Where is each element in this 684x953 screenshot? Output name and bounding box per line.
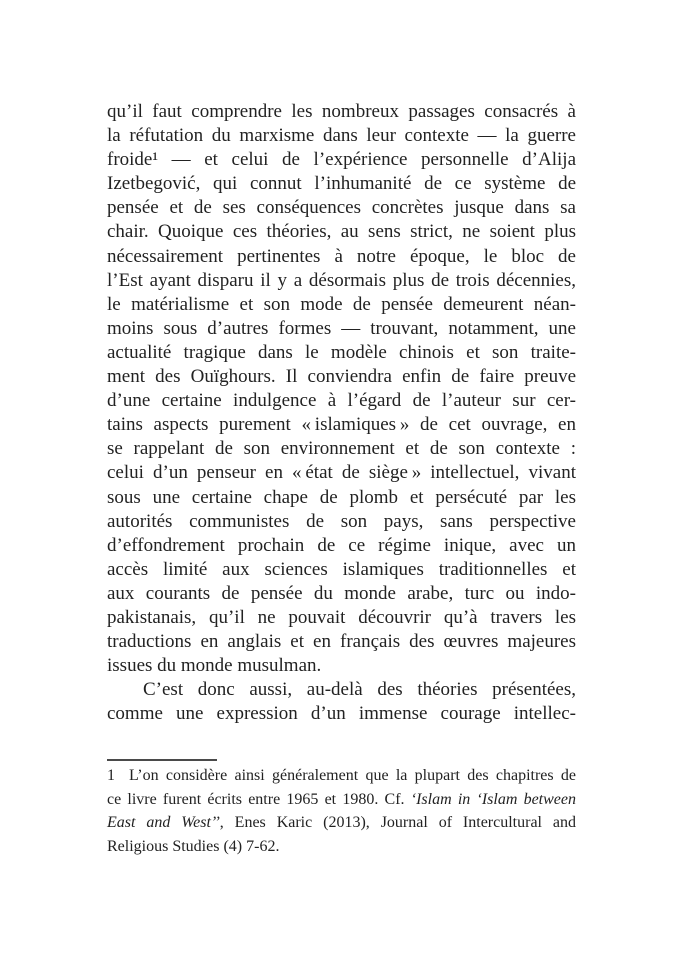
text-line: issues du monde musulman. (107, 655, 322, 677)
footnote-text-italic: ‘Islam in ‘Islam between (410, 790, 576, 808)
text-line: le matérialisme et son mode de pensée demeurent néan- (107, 293, 576, 315)
paragraph-2 (107, 678, 576, 726)
footnote-line (107, 811, 576, 834)
text-line: nécessairement pertinentes à notre époque, le bloc de (107, 245, 576, 267)
footnote-marker: 1 (107, 767, 115, 785)
text-line: accès limité aux sciences islamiques traditionnelles et (107, 558, 576, 580)
text-line: l’Est ayant disparu il y a désormais plus de trois décennies, (107, 269, 576, 291)
text-line: comme une expression d’un immense courage intellec- (107, 703, 576, 725)
text-line: tains aspects purement « islamiques » de cet ouvrage, en (107, 414, 576, 436)
text-line: la réfutation du marxisme dans leur contexte — la guerre (107, 125, 576, 147)
text-line: sous une certaine chape de plomb et persécuté par les (107, 486, 576, 508)
footnote (107, 764, 576, 858)
text-line: froide¹ — et celui de l’expérience personnelle d’Alija (107, 149, 576, 171)
text-line: se rappelant de son environnement et de son contexte : (107, 438, 576, 460)
footnote-text: , Enes Karic (2013), Journal of Intercultural and (219, 814, 577, 832)
text-line: chair. Quoique ces théories, au sens strict, ne soient plus (107, 221, 576, 243)
text-line: actualité tragique dans le modèle chinois et son traite- (107, 341, 576, 363)
text-line: pakistanais, qu’il ne pouvait découvrir qu’à travers les (107, 606, 576, 628)
main-text-block (107, 100, 576, 858)
text-line: pensée et de ses conséquences concrètes jusque dans sa (107, 197, 576, 219)
text-line: autorités communistes de son pays, sans perspective (107, 510, 576, 532)
footnote-line: Religious Studies (4) 7-62. (107, 837, 280, 855)
text-line: d’effondrement prochain de ce régime inique, avec un (107, 534, 576, 556)
text-line: celui d’un penseur en « état de siège » intellectuel, vivant (107, 462, 576, 484)
text-line: d’une certaine indulgence à l’égard de l’auteur sur cer- (107, 390, 576, 412)
text-line: Izetbegović, qui connut l’inhumanité de ce système de (107, 173, 576, 195)
text-line: ment des Ouïghours. Il conviendra enfin de faire preuve (107, 366, 576, 388)
footnote-line (107, 788, 576, 811)
footnote-text: L’on considère ainsi généralement que la plupart des chapitres de (129, 767, 576, 785)
footnote-text: ce livre furent écrits entre 1965 et 1980. Cf. (107, 790, 411, 808)
text-line: qu’il faut comprendre les nombreux passages consacrés à (107, 101, 576, 122)
text-line: moins sous d’autres formes — trouvant, notamment, une (107, 317, 576, 339)
text-line: C’est donc aussi, au-delà des théories présentées, (143, 679, 576, 701)
text-line: traductions en anglais et en français des œuvres majeures (107, 631, 576, 653)
footnote-separator (107, 759, 217, 761)
footnote-text-italic: East and West’’ (107, 814, 220, 832)
paragraph-1 (107, 100, 576, 678)
footnote-line (107, 764, 576, 787)
text-line: aux courants de pensée du monde arabe, turc ou indo- (107, 582, 576, 604)
